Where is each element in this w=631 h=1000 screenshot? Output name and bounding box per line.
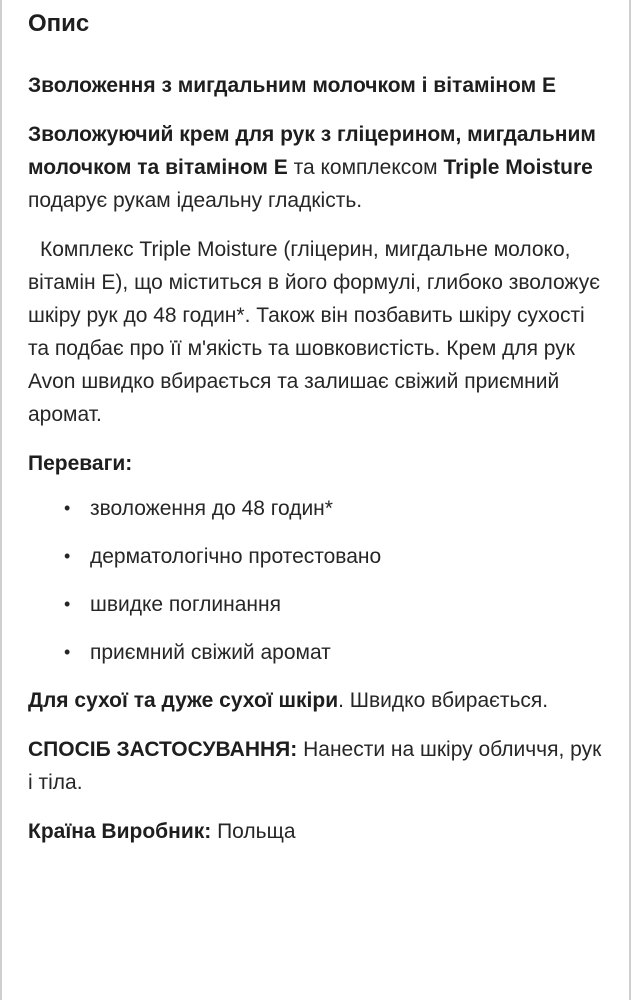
benefit-item: [64, 636, 603, 669]
country-text: Польща: [211, 820, 296, 843]
benefit-item: [64, 588, 603, 621]
bullet-icon: •: [64, 498, 71, 518]
intro-paragraph: [28, 118, 603, 217]
benefit-text: швидке поглинання: [90, 593, 281, 616]
bullet-icon: •: [64, 642, 71, 662]
usage-text: Нанести на шкіру обличчя, рук і тіла.: [28, 738, 602, 794]
country-label: Країна Виробник:: [28, 820, 212, 843]
complex-name: Triple Moisture: [443, 156, 593, 179]
skin-type-paragraph: [28, 684, 603, 717]
intro-text: та комплексом: [287, 156, 444, 179]
bullet-icon: •: [64, 546, 71, 566]
skin-type-label: Для сухої та дуже сухої шкіри: [28, 689, 339, 712]
benefit-item: [64, 492, 603, 525]
benefits-heading: Переваги:: [28, 452, 133, 475]
intro-bold-text: Зволожуючий крем для рук з гліцерином, мигдальним молочком та вітаміном Е: [28, 123, 596, 179]
skin-type-text: . Швидко вбирається.: [338, 689, 549, 712]
body-paragraph: Комплекс Triple Moisture (гліцерин, мигдальне молоко, вітамін Е), що міститься в його формулі, глибоко зволожує шкіру рук до 48 годин*. Також він позбавить шкіру сухості та подбає про її м'якість та шовковистість. Крем для рук Avon швидко вбирається та залишає свіжий приємний аромат.: [28, 238, 600, 426]
benefit-item: [64, 540, 603, 573]
benefit-text: зволоження до 48 годин*: [90, 497, 333, 520]
description-content: [2, 0, 629, 848]
product-subtitle: Зволоження з мигдальним молочком і вітаміном Е: [28, 74, 556, 97]
benefits-list: [28, 492, 603, 669]
usage-label: СПОСІБ ЗАСТОСУВАННЯ:: [28, 738, 298, 761]
bullet-icon: •: [64, 594, 71, 614]
country-paragraph: [28, 815, 603, 848]
intro-text-end: подарує рукам ідеальну гладкість.: [28, 189, 363, 212]
usage-paragraph: [28, 733, 603, 799]
benefit-text: приємний свіжий аромат: [90, 641, 331, 664]
benefit-text: дерматологічно протестовано: [90, 545, 382, 568]
section-title: Опис: [28, 10, 90, 37]
